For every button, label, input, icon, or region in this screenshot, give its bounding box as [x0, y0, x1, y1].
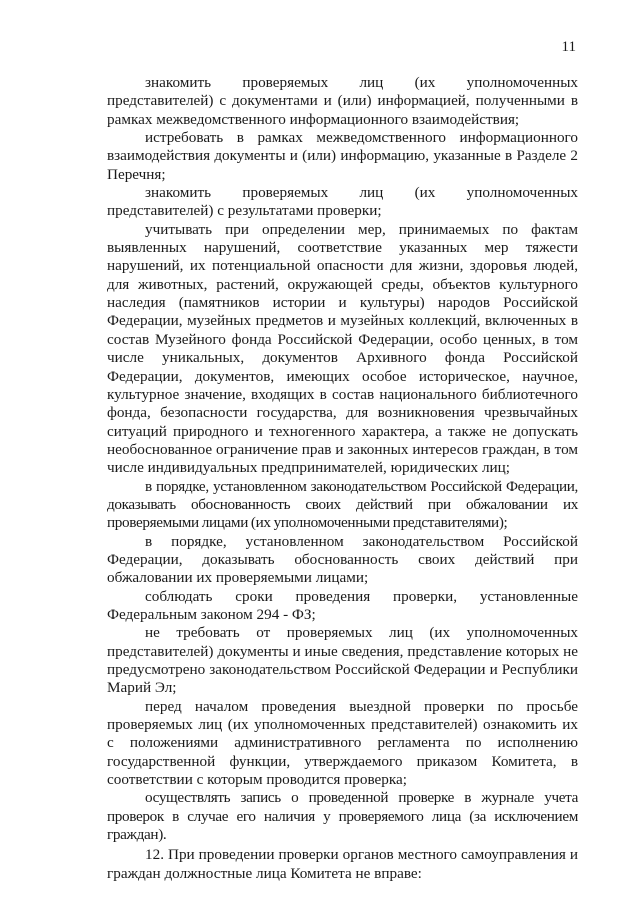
paragraph-no-extra-documents: не требовать от проверяемых лиц (их уполномоченных представителей) документы и иные сведения, представление которых не предусмотрено законодательством Российской Федерации и Республики Марий Эл;: [107, 624, 578, 697]
document-body: [107, 74, 578, 883]
paragraph-familiarize-documents: знакомить проверяемых лиц (их уполномоченных представителей) с документами и (или) информацией, полученными в рамках межведомственного информационного взаимодействия;: [107, 74, 578, 128]
paragraph-prove-validity-representatives: в порядке, установленном законодательством Российской Федерации, доказывать обоснованность своих действий при обжаловании их проверяемыми лицами (их уполномоченными представителями);: [107, 477, 578, 532]
page-number: 11: [561, 39, 576, 55]
paragraph-consider-measures: учитывать при определении мер, принимаемых по фактам выявленных нарушений, соответствие указанных мер тяжести нарушений, их потенциальной опасности для жизни, здоровья людей, для животных, растений, окружающей среды, объектов культурного наследия (памятников истории и культуры) народов Российской Федерации, музейных предметов и музейных коллекций, включенных в состав Музейного фонда Российской Федерации, особо ценных, в том числе уникальных, документов Архивного фонда Российской Федерации, документов, имеющих особое историческое, научное, культурное значение, входящих в состав национального библиотечного фонда, безопасности государства, для возникновения чрезвычайных ситуаций природного и техногенного характера, а также не допускать необоснованное ограничение прав и законных интересов граждан, в том числе индивидуальных предпринимателей, юридических лиц;: [107, 220, 578, 477]
paragraph-prove-validity: в порядке, установленном законодательством Российской Федерации, доказывать обоснованность своих действий при обжаловании их проверяемыми лицами;: [107, 532, 578, 587]
paragraph-acquaint-regulations: перед началом проведения выездной проверки по просьбе проверяемых лиц (их уполномоченных представителей) ознакомить их с положениями административного регламента по исполнению государственной функции, утверждаемого приказом Комитета, в соответствии с которым проводится проверка;: [107, 697, 578, 789]
paragraph-request-documents: истребовать в рамках межведомственного информационного взаимодействия документы и (или) информацию, указанные в Разделе 2 Перечня;: [107, 129, 578, 183]
paragraph-journal-record: осуществлять запись о проведенной проверке в журнале учета проверок в случае его наличия у проверяемого лица (за исключением граждан).: [107, 789, 578, 844]
paragraph-observe-deadlines: соблюдать сроки проведения проверки, установленные Федеральным законом 294 - ФЗ;: [107, 587, 578, 623]
paragraph-familiarize-results: знакомить проверяемых лиц (их уполномоченных представителей) с результатами проверки;: [107, 184, 578, 220]
paragraph-section-12: 12. При проведении проверки органов местного самоуправления и граждан должностные лица Комитета не вправе:: [107, 846, 578, 882]
